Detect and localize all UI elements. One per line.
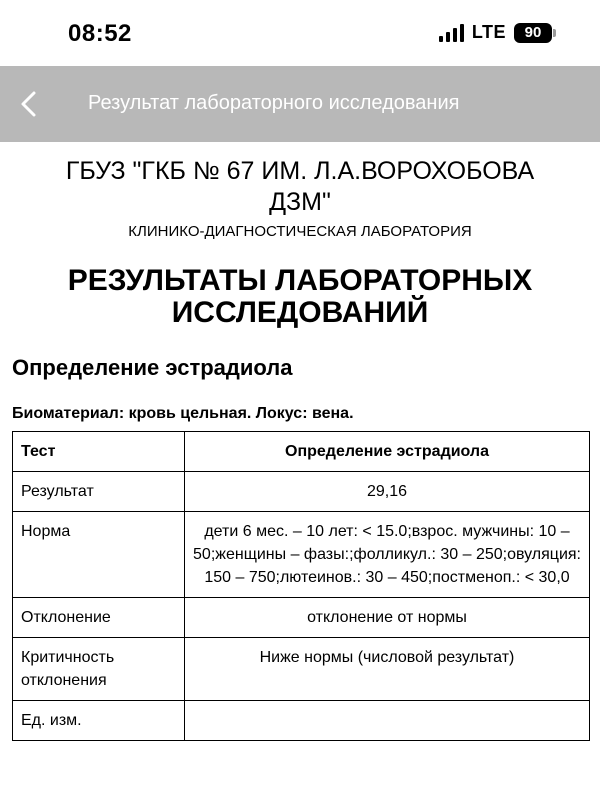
row-value-deviation: отклонение от нормы (185, 598, 590, 638)
signal-strength-icon (439, 24, 464, 42)
table-row (13, 472, 590, 512)
battery-level: 90 (514, 23, 552, 43)
row-label-norm: Норма (13, 512, 185, 598)
test-heading: Определение эстрадиола (12, 355, 293, 380)
table-row (13, 701, 590, 741)
laboratory-name: КЛИНИКО-ДИАГНОСТИЧЕСКАЯ ЛАБОРАТОРИЯ (128, 223, 472, 240)
organization-name: ГБУЗ "ГКБ № 67 ИМ. Л.А.ВОРОХОБОВА ДЗМ" (65, 157, 535, 216)
results-table (12, 431, 590, 741)
battery-icon (514, 23, 556, 43)
report-content (0, 156, 600, 741)
report-title: РЕЗУЛЬТАТЫ ЛАБОРАТОРНЫХ ИССЛЕДОВАНИЙ (67, 264, 533, 329)
row-label-criticality: Критичность отклонения (13, 638, 185, 701)
row-label-units: Ед. изм. (13, 701, 185, 741)
status-time: 08:52 (68, 20, 132, 47)
row-value-norm: дети 6 мес. – 10 лет: < 15.0;взрос. мужчины: 10 – 50;женщины – фазы:;фолликул.: 30 – 250;овуляция: 150 – 750;лютеинов.: 30 – 450;постменоп.: < 30,0 (185, 512, 590, 598)
back-button[interactable] (14, 88, 44, 120)
status-bar (0, 0, 600, 66)
table-row (13, 598, 590, 638)
network-type: LTE (471, 22, 506, 42)
row-value-units (185, 701, 590, 741)
nav-bar (0, 66, 600, 142)
row-label-result: Результат (13, 472, 185, 512)
table-header-label: Тест (13, 432, 185, 472)
table-row (13, 638, 590, 701)
chevron-left-icon (14, 88, 44, 120)
row-value-result: 29,16 (185, 472, 590, 512)
biomaterial-info: Биоматериал: кровь цельная. Локус: вена. (12, 405, 354, 422)
table-header-value: Определение эстрадиола (185, 432, 590, 472)
status-indicators (439, 22, 556, 43)
table-header-row (13, 432, 590, 472)
row-value-criticality: Ниже нормы (числовой результат) (185, 638, 590, 701)
row-label-deviation: Отклонение (13, 598, 185, 638)
table-row (13, 512, 590, 598)
nav-title: Результат лабораторного исследования (88, 92, 460, 114)
